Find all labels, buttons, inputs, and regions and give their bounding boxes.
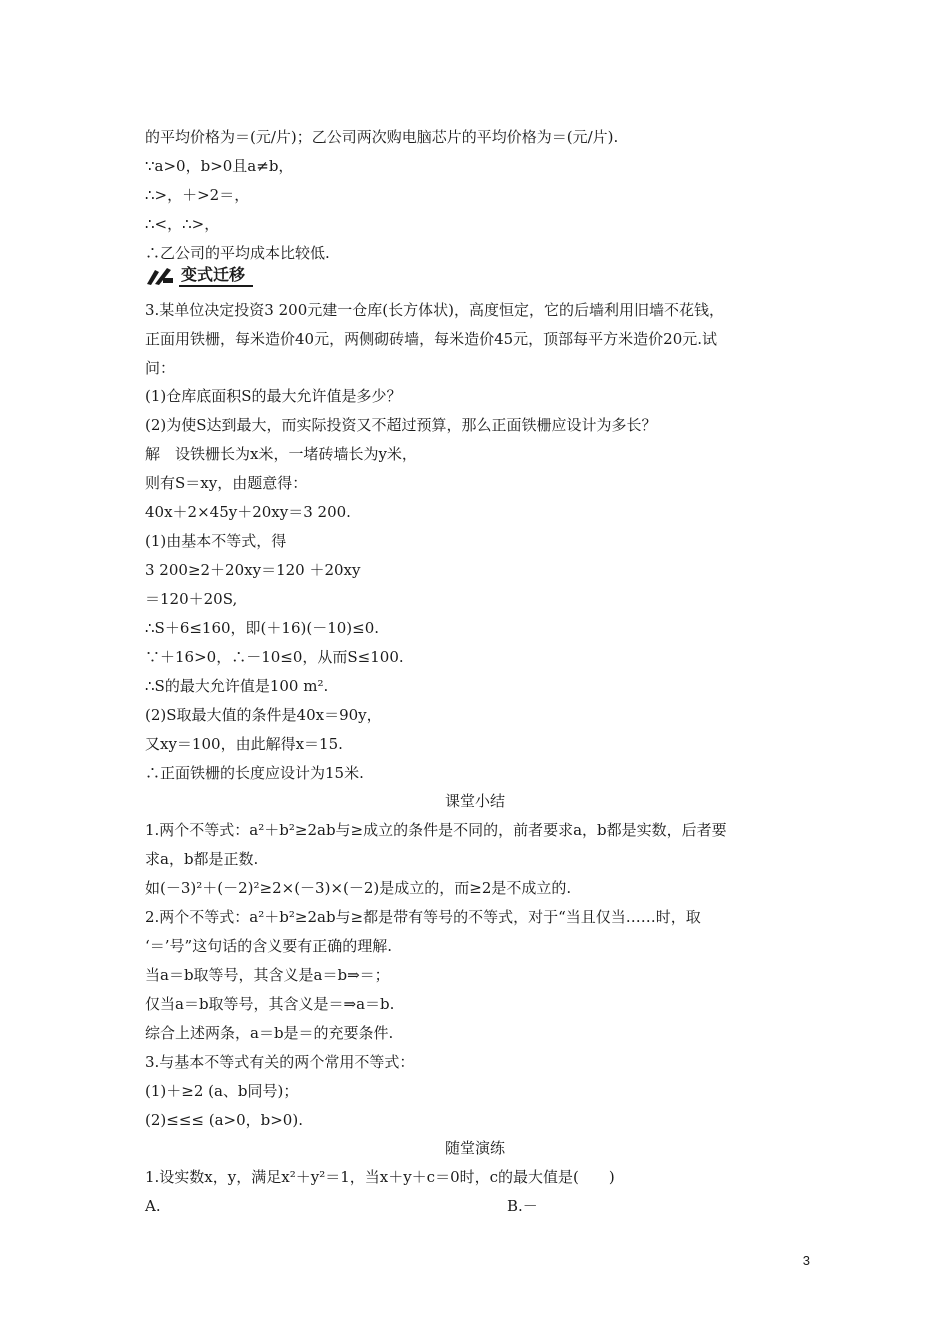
problem-3-line1: 3.某单位决定投资3 200元建一仓库(长方体状)，高度恒定，它的后墙利用旧墙不花钱， [145, 301, 724, 319]
step-2-answer: ∴正面铁栅的长度应设计为15米. [145, 764, 364, 782]
since-a-b-positive: ∵a>0，b>0且a≠b， [145, 157, 294, 175]
step-1-factor: ∴S＋6≤160，即(＋16)(－10)≤0. [145, 619, 380, 637]
problem-3-line2: 正面用铁栅，每米造价40元，两侧砌砖墙，每米造价45元，顶部每平方米造价20元.试 [145, 330, 718, 348]
section-banner-title: 变式迁移 [179, 265, 253, 287]
page-number: 3 [802, 1253, 810, 1268]
summary-3-ineq-1: (1)＋≥2 (a、b同号)； [145, 1082, 299, 1100]
step-1-answer: ∴S的最大允许值是100 m². [145, 677, 329, 695]
summary-1-line1: 1.两个不等式：a²＋b²≥2ab与≥成立的条件是不同的，前者要求a，b都是实数，后者要 [145, 821, 727, 839]
option-a: A. [145, 1197, 161, 1215]
therefore-1: ∴>，＋>2＝， [145, 186, 250, 204]
summary-1-example: 如(－3)²＋(－2)²≥2×(－3)×(－2)是成立的，而≥2是不成立的. [145, 879, 572, 897]
summary-3-ineq-2: (2)≤≤≤ (a>0，b>0). [145, 1111, 303, 1129]
question-2: (2)为使S达到最大，而实际投资又不超过预算，那么正面铁栅应设计为多长？ [145, 416, 657, 434]
conclusion-company-b: ∴乙公司的平均成本比较低. [145, 244, 330, 262]
problem-3-line3: 问： [145, 359, 176, 377]
step-1-basic-ineq: (1)由基本不等式，得 [145, 532, 287, 550]
practice-1: 1.设实数x，y，满足x²＋y²＝1，当x＋y＋c＝0时，c的最大值是( ) [145, 1168, 615, 1186]
option-b: B.－ [507, 1197, 538, 1215]
solution-intro: 解 设铁栅长为x米，一堵砖墙长为y米， [145, 445, 417, 463]
step-2-condition: (2)S取最大值的条件是40x＝90y， [145, 706, 382, 724]
summary-2-combined: 综合上述两条，a＝b是＝的充要条件. [145, 1024, 394, 1042]
step-2-solve: 又xy＝100，由此解得x＝15. [145, 735, 343, 753]
solution-s-xy: 则有S＝xy，由题意得： [145, 474, 308, 492]
step-1-ineq: 3 200≥2＋20xy＝120 ＋20xy [145, 561, 361, 579]
summary-2-line1: 2.两个不等式：a²＋b²≥2ab与≥都是带有等号的不等式，对于“当且仅当……时，取 [145, 908, 701, 926]
question-1: (1)仓库底面积S的最大允许值是多少？ [145, 387, 402, 405]
summary-1-line2: 求a，b都是正数. [145, 850, 259, 868]
summary-2-when: 当a＝b取等号，其含义是a＝b⇒＝； [145, 966, 390, 984]
section-banner [145, 265, 253, 287]
summary-title: 课堂小结 [444, 792, 505, 810]
pencil-ruler-icon [145, 266, 175, 286]
step-1-bound: ∵＋16>0，∴－10≤0，从而S≤100. [145, 648, 404, 666]
step-1-eq: ＝120＋20S, [145, 590, 238, 608]
summary-3: 3.与基本不等式有关的两个常用不等式： [145, 1053, 415, 1071]
avg-price-line: 的平均价格为＝(元/片)；乙公司两次购电脑芯片的平均价格为＝(元/片). [145, 128, 619, 146]
equation-cost: 40x＋2×45y＋20xy＝3 200. [145, 503, 351, 521]
therefore-2: ∴<，∴>， [145, 215, 220, 233]
summary-2-line2: ‘＝’号”这句话的含义要有正确的理解. [145, 937, 392, 955]
summary-2-only-when: 仅当a＝b取等号，其含义是＝⇒a＝b. [145, 995, 395, 1013]
practice-title: 随堂演练 [444, 1139, 505, 1157]
